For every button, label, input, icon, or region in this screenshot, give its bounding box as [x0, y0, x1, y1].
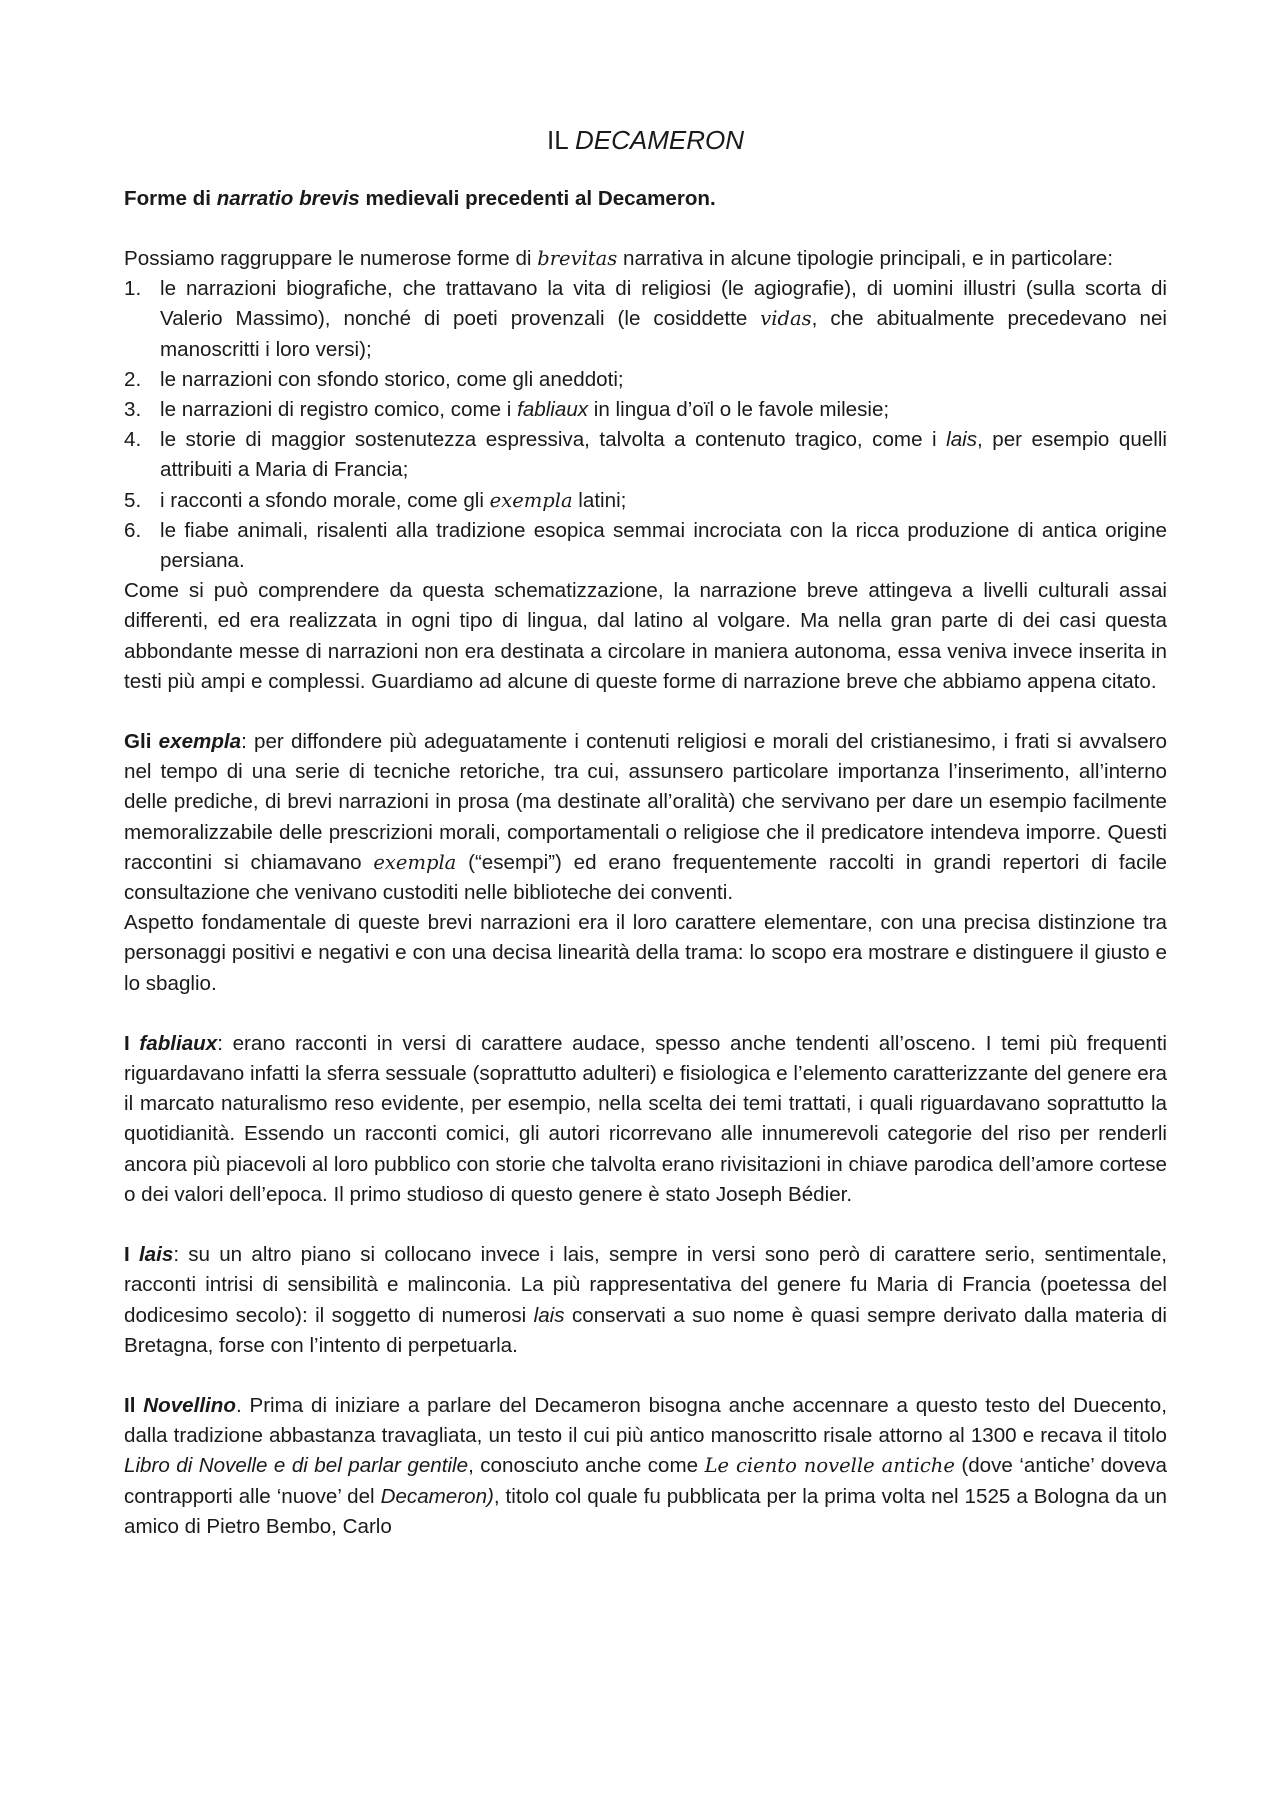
lead-pre: Il — [124, 1393, 144, 1417]
novellino-text-4: , titolo col quale fu pubblicata per la prima volta nel 1525 a Bologna da un amico di Pietro Bembo, Carlo — [124, 1484, 1167, 1538]
intro-paragraph — [124, 244, 1167, 274]
list-number: 5. — [124, 488, 142, 512]
list-italic: lais — [946, 428, 978, 452]
list-item — [124, 274, 1167, 365]
list-text-post: , per esempio quelli attribuiti a Maria di Francia; — [160, 428, 1167, 482]
list-italic: exempla — [489, 488, 573, 512]
fabliaux-lead — [124, 1032, 217, 1055]
intro-post: narrativa in alcune tipologie principali, e in particolare: — [617, 247, 1113, 270]
list-item — [124, 365, 1167, 395]
list-italic: vidas — [760, 307, 812, 331]
exempla-paragraph — [124, 727, 1167, 908]
list-text-post: latini; — [572, 488, 627, 512]
paragraph-gap — [124, 1361, 1167, 1391]
novellino-text-2: , conosciuto anche come — [468, 1454, 705, 1478]
lead-italic: Novellino — [143, 1393, 236, 1417]
list-italic: fabliaux — [517, 398, 589, 422]
lead-italic: exempla — [158, 730, 242, 754]
list-item — [124, 395, 1167, 425]
after-list-paragraph: Come si può comprendere da questa schematizzazione, la narrazione breve attingeva a livelli culturali assai differenti, ed era realizzata in ogni tipo di lingua, dal latino al volgare. Ma nella gran parte di dei casi questa abbondante messe di narrazioni non era destinata a circolare in maniera autonoma, essa veniva invece inserita in testi più ampi e complessi. Guardiamo ad alcune di queste forme di narrazione breve che abbiamo appena citato. — [124, 579, 1167, 693]
heading-pre: Forme di — [124, 187, 217, 210]
list-text: le fiabe animali, risalenti alla tradizione esopica semmai incrociata con la ricca produzione di antica origine persiana. — [160, 518, 1167, 573]
exempla-text-2: (“esempi”) ed erano frequentemente raccolti in grandi repertori di facile consultazione che venivano custoditi nelle biblioteche dei conventi. — [124, 850, 1168, 905]
novellino-lead — [124, 1394, 236, 1417]
lead-pre: Gli — [124, 730, 159, 754]
lais-lead — [124, 1243, 173, 1266]
intro-italic: brevitas — [537, 247, 618, 270]
list-text: i racconti a sfondo morale, come gli — [160, 488, 490, 512]
novellino-text-3: (dove ‘antiche’ doveva contrapporti alle ‘nuove’ del — [124, 1454, 1167, 1508]
exempla-italic: exempla — [373, 850, 457, 874]
lais-text-2: conservati a suo nome è quasi sempre derivato dalla materia di Bretagna, forse con l’intento di perpetuarla. — [124, 1303, 1167, 1357]
heading-italic: narratio brevis — [216, 187, 360, 210]
exempla-paragraph-2: Aspetto fondamentale di queste brevi narrazioni era il loro carattere elementare, con una precisa distinzione tra personaggi positivi e negativi e con una decisa linearità della trama: lo scopo era mostrare e distinguere il giusto e lo sbaglio. — [124, 911, 1167, 995]
novellino-italic-2: Le ciento novelle antiche — [704, 1454, 955, 1478]
lais-text: : su un altro piano si collocano invece i lais, sempre in versi sono però di carattere serio, sentimentale, racconti intrisi di sensibilità e malinconia. La più rappresentativa del genere fu Maria di Francia (poetessa del dodicesimo secolo): il soggetto di numerosi — [124, 1243, 1167, 1327]
novellino-italic: Libro di Novelle e di bel parlar gentile — [124, 1454, 469, 1478]
lead-pre: I — [124, 1031, 140, 1055]
list-item — [124, 486, 1167, 516]
fabliaux-text: : erano racconti in versi di carattere audace, spesso anche tendenti all’osceno. I temi più frequenti riguardavano infatti la sferra sessuale (soprattutto adulteri) e fisiologica e l’elemento caratterizzante del genere era il marcato naturalismo reso evidente, per esempio, nella scelta dei temi trattati, i quali riguardavano soprattutto la quotidianità. Essendo un racconti comici, gli autori ricorrevano alle innumerevoli categorie del riso per renderli ancora più piacevoli al loro pubblico con storie che talvolta erano rivisitazioni in chiave parodica dell’amore cortese o dei valori dell’epoca. Il primo studioso di questo genere è stato Joseph Bédier. — [124, 1031, 1167, 1206]
page-title — [124, 124, 1167, 156]
list-text: le narrazioni di registro comico, come i — [160, 398, 518, 422]
intro-pre: Possiamo raggruppare le numerose forme di — [124, 247, 538, 270]
exempla-text: : per diffondere più adeguatamente i contenuti religiosi e morali del cristianesimo, i frati si avvalsero nel tempo di una serie di tecniche retoriche, tra cui, assunsero particolare importanza l’inserimento, all’interno delle prediche, di brevi narrazioni in prosa (ma destinate all’oralità) che servivano per dare un esempio facilmente memoralizzabile delle prescrizioni morali, comportamentali o religiose che il predicatore intendeva imporre. Questi raccontini si chiamavano — [124, 730, 1167, 874]
fabliaux-paragraph — [124, 1029, 1167, 1210]
list-text: le narrazioni biografiche, che trattavano la vita di religiosi (le agiografie), di uomini illustri (sulla scorta di Valerio Massimo), nonché di poeti provenzali (le cosiddette — [160, 277, 1167, 331]
list-number: 6. — [124, 518, 142, 542]
list-text-post: in lingua d’oïl o le favole milesie; — [588, 398, 890, 422]
list-item — [124, 516, 1167, 576]
novellino-italic-3: Decameron) — [380, 1484, 494, 1508]
list-item — [124, 425, 1167, 485]
lead-italic: lais — [138, 1243, 174, 1267]
lais-paragraph — [124, 1240, 1167, 1361]
exempla-lead — [124, 730, 241, 753]
typology-list — [124, 274, 1167, 576]
list-text-post: , che abitualmente precedevano nei manoscritti i loro versi); — [160, 307, 1167, 361]
paragraph-gap — [124, 697, 1167, 727]
list-text: le storie di maggior sostenutezza espressiva, talvolta a contenuto tragico, come i — [160, 428, 947, 452]
section-heading — [124, 184, 716, 214]
novellino-paragraph — [124, 1391, 1167, 1542]
paragraph-gap — [124, 1210, 1167, 1240]
lais-italic: lais — [533, 1303, 565, 1327]
title-italic: DECAMERON — [574, 125, 744, 155]
list-number: 4. — [124, 428, 142, 452]
list-text: le narrazioni con sfondo storico, come gli aneddoti; — [160, 367, 624, 391]
list-number: 3. — [124, 398, 142, 422]
paragraph-gap — [124, 999, 1167, 1029]
list-number: 1. — [124, 277, 142, 301]
body-text — [124, 244, 1167, 1542]
heading-post: medievali precedenti al Decameron. — [359, 187, 716, 210]
list-number: 2. — [124, 367, 142, 391]
title-prefix: IL — [547, 125, 575, 155]
lead-pre: I — [124, 1243, 139, 1267]
lead-italic: fabliaux — [139, 1031, 218, 1055]
novellino-text: . Prima di iniziare a parlare del Decameron bisogna anche accennare a questo testo del Duecento, dalla tradizione abbastanza travagliata, un testo il cui più antico manoscritto risale attorno al 1300 e recava il titolo — [124, 1393, 1167, 1448]
